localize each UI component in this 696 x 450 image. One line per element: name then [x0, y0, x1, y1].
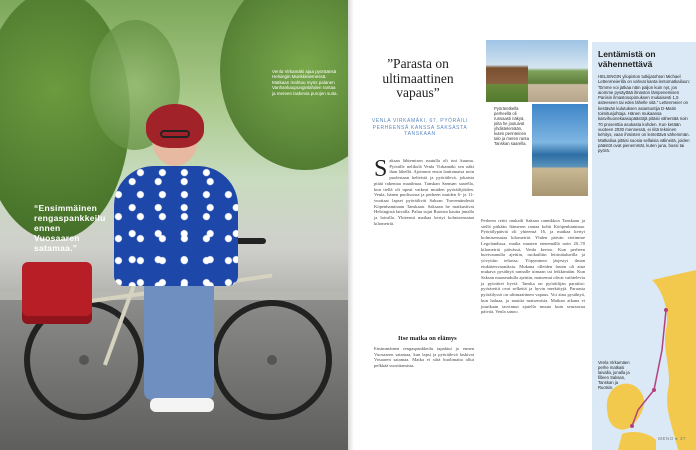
subheading: Itse matka on elämys — [398, 335, 457, 342]
body-text-1: aksan lähtemisen ruutulla oli tosi kuuma. Pyörälle nelikolä Venla Virkamäki sen näki ihan lähellä. Ajoimme ensin lauttamatsa noin puolestaan helteistä ja pyöräilevä, jokaista pitää rakentaa maailmaa. Tanskan Samsøn saarella, kun tiellä oli upeat vaikeat muiden pyöräilijöiden. Venla, hänen puolisonsa ja perheen muiden 6- ja 11-vuotiaat lapset pyöräilivät Saksan Travemündestä Köpenhaminaan Tanskaan. Saksaan he matkustivat Helsingistä laivalla. Paluu sujui Ruotsin kautta junalla ja laivalla. Yhteensä matkaa kertyi kolmisensataa kilometriä. — [374, 158, 474, 226]
woman-figure — [114, 166, 238, 286]
page-folio: MENO ▸ 37 — [658, 436, 686, 441]
sidebar-box — [592, 42, 696, 450]
sidebar-body: HELSINGIN yliopiston tutkijatohtori Michael Lettenmeierilla on vahvat kanta lentomatkailuun: ”Emme voi jatkaa näin paljon kuin nyt, jos aiomme pysäyttää ilmaston lämpenemisen Pariisin ilmastosopimuksen mukaisesti 1,5 asteeseen tai edes lähelle sitä.” Lettenmeier on kestävän kulutuksen asiantuntija D-Matin toimitusjohtaja. Hänen mukaansa kasvihuonekaasupäästöjä pitäisi vähentää noin 70 prosenttia asukasta kohden. Kun ketään vuoteen 2030 mennessä, ei riitä tekninen kehitys, vaan ihmisten on lentettävä vähemmän. Matkailua pitäisi suosia sellaisia välineitä, joiden päästöt ovat pienemmät, kuten juna, bussi tai pyörä. — [598, 74, 690, 154]
drop-cap: S — [374, 156, 388, 182]
body-column-2: Perheen reitti mukaili Saksan rannikkoa Tanskaan ja siellä pitkään Itämeren rantaa kohti Kööpenhaminaa. Pyöräilypäiviä oli yhteensä 16, ja matkaa kertyi kolmisensataa kilometriä. Yhden päivän vietimme Legolandissa, matka muuten etenemällä noin 20–70 kilometriä päivässä, Venla kertoo. Kun perheen huvivaunulla ajettiin, ruokailtiin leirintäalueilla ja yövyttiin teltassa. Yöpyminen järjestyi ilman etukäteisvarauksia. Mukana olleiden lasten oli aina mukava pysähtyä rannalle uimaan tai leikkimään. Kun Saksan maaseudulla ajettiin, maisemat olivat vaihtelevia ja pyörätiet hyviä. Tanska on pyöräilijän paratiisi: pyöräreitit ovat selkeitä ja hyvin merkittyjä. Paraasta pyöräilyssä on ultimaattinen vapaus. Voi aina pysähtyä, kun haluaa, ja nauttia maisemista. Matkan aikana ei juurikaan tarvinnut ajatella muuta kuin seuraavaa päivää, Venla sanoo. — [481, 218, 585, 315]
red-pannier-bag — [22, 262, 92, 324]
article-page — [348, 0, 696, 450]
thatched-house-photo — [486, 40, 528, 102]
beach-photo — [532, 104, 588, 196]
photo-caption: Venla Virkamäki ajaa pyöräänsä Helsingin Munkkiniemessä. Matkaan mahtuu myös palanen Vanhankaupunginlahden rantaa ja mereen laskevia purojen suita. — [272, 69, 338, 96]
body-column-1 — [374, 158, 474, 226]
sidebar-title: Lentämistä on vähennettävä — [598, 49, 656, 69]
front-wheel — [212, 300, 332, 420]
pull-quote: “Ensimmäinen rengaspankkeilu ennen Vuosaaren satamaa.” — [34, 203, 106, 253]
deck: VENLA VIRKAMÄKI, 67, PYÖRÄILI PERHEENSÄ KANSSA SAKSASTA TANSKAAN — [371, 118, 469, 137]
country-road-photo — [528, 40, 588, 102]
headline: ”Parasta on ultimaattinen vapaus” — [382, 56, 454, 100]
photo-caption-right: Pyöräretkellä perheellä oli runsaasti näkyä, joita he joutuivat yhdistelemään, kuten perinteinen talo ja meren ranta Tanskan saarella. — [494, 106, 529, 146]
map-caption: Venla Virkamäen perhe matkasi laivalla, junalla ja filleen Saksan, Tanskan ja Ruotsin. — [598, 360, 630, 390]
body-column-1b: Ensimmäinen rengaspankkeilu tapahtui jo ennen Vuosaaren satamaa, kun lapsi ja pyöräilevä laskivat Vosaaren satamaa. Matka ei siitä huolimatta ollut pelkkää suorittamista. — [374, 346, 474, 369]
